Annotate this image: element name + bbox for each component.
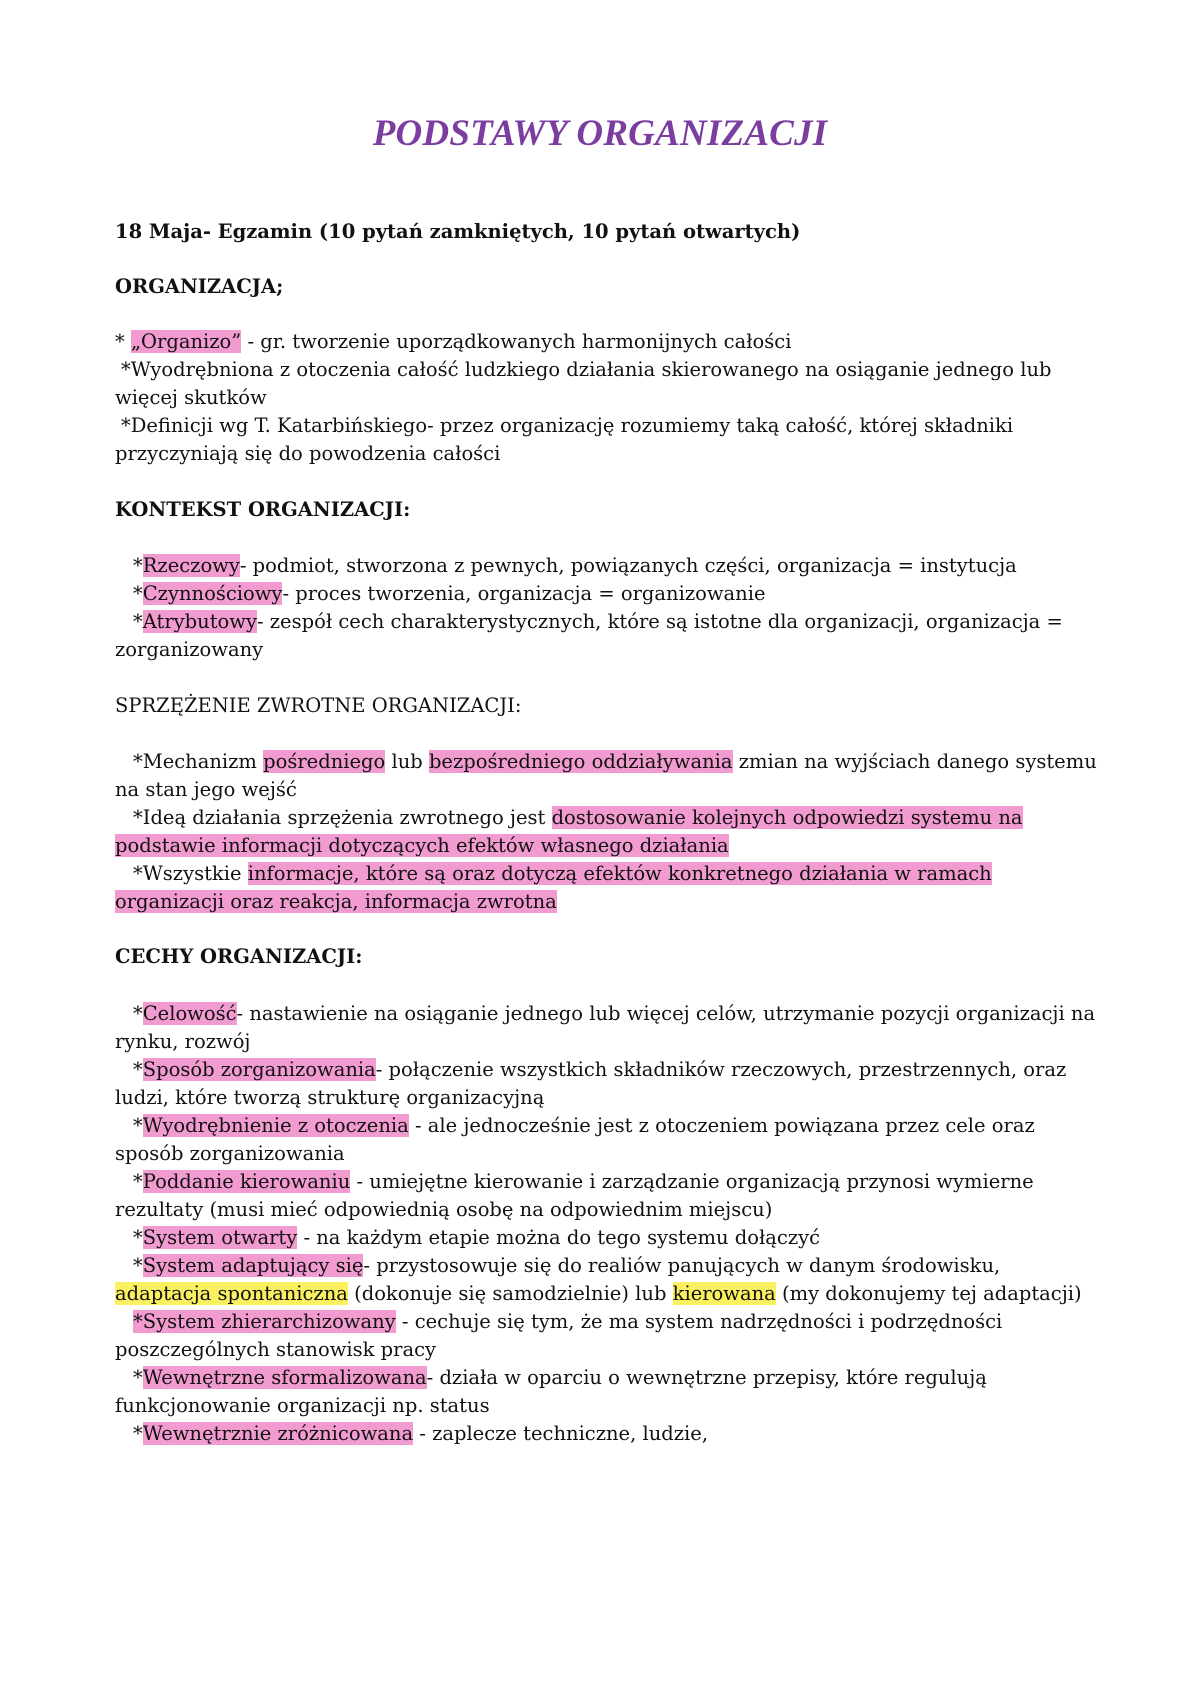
highlight-yellow: kierowana xyxy=(672,1282,776,1305)
text-line: sposób zorganizowania xyxy=(115,1142,345,1165)
list-item: *Wewnętrzne sformalizowana- działa w oparciu o wewnętrzne przepisy, które regulują xyxy=(133,1366,987,1389)
highlight: informacje, które są oraz dotyczą efektów konkretnego działania w ramach xyxy=(247,862,992,885)
list-item: *System adaptujący się- przystosowuje się do realiów panujących w danym środowisku, xyxy=(133,1254,1001,1277)
text-line: rezultaty (musi mieć odpowiednią osobę na odpowiednim miejscu) xyxy=(115,1198,773,1221)
highlight-yellow: adaptacja spontaniczna xyxy=(115,1282,348,1305)
list-item: *Poddanie kierowaniu - umiejętne kierowanie i zarządzanie organizacją przynosi wymierne xyxy=(133,1170,1034,1193)
text-line: adaptacja spontaniczna (dokonuje się samodzielnie) lub kierowana (my dokonujemy tej adaptacji) xyxy=(115,1282,1082,1305)
text-line: *Definicji wg T. Katarbińskiego- przez organizację rozumiemy taką całość, której składniki xyxy=(121,414,1014,437)
section-kontekst xyxy=(115,496,1105,524)
section-heading: SPRZĘŻENIE ZWROTNE ORGANIZACJI: xyxy=(115,694,522,717)
section-heading: CECHY ORGANIZACJI: xyxy=(115,945,363,968)
exam-info: 18 Maja- Egzamin (10 pytań zamkniętych, 10 pytań otwartych) xyxy=(115,220,801,243)
text-line: rynku, rozwój xyxy=(115,1030,251,1053)
highlight: System adaptujący się xyxy=(142,1254,364,1277)
list-item: *Atrybutowy- zespół cech charakterystycznych, które są istotne dla organizacji, organizacja = xyxy=(133,610,1063,633)
section-organizacja xyxy=(115,273,1105,301)
section-heading: ORGANIZACJA; xyxy=(115,275,284,298)
highlight: „Organizo” xyxy=(130,330,242,353)
highlight: Rzeczowy xyxy=(142,554,240,577)
list-item: *Sposób zorganizowania- połączenie wszystkich składników rzeczowych, przestrzennych, oraz xyxy=(133,1058,1067,1081)
highlight: pośredniego xyxy=(263,750,386,773)
section-cechy xyxy=(115,943,1105,971)
text-line: *Wyodrębniona z otoczenia całość ludzkiego działania skierowanego na osiąganie jednego lub xyxy=(121,358,1052,381)
highlight: organizacji oraz reakcja, informacja zwrotna xyxy=(115,890,557,913)
list-item: *Wewnętrznie zróżnicowana - zaplecze techniczne, ludzie, xyxy=(133,1422,709,1445)
highlight: podstawie informacji dotyczących efektów własnego działania xyxy=(115,834,729,857)
highlight: Wewnętrzne sformalizowana xyxy=(142,1366,427,1389)
list-item: *Mechanizm pośredniego lub bezpośredniego oddziaływania zmian na wyjściach danego systemu xyxy=(133,750,1097,773)
text-line xyxy=(115,832,1105,860)
text-line: * „Organizo” - gr. tworzenie uporządkowanych harmonijnych całości xyxy=(115,330,792,353)
section-sprzezenie xyxy=(115,692,1105,720)
highlight: Wyodrębnienie z otoczenia xyxy=(142,1114,409,1137)
text-line: ludzi, które tworzą strukturę organizacyjną xyxy=(115,1086,545,1109)
highlight: Poddanie kierowaniu xyxy=(142,1170,351,1193)
list-item: *Ideą działania sprzężenia zwrotnego jest dostosowanie kolejnych odpowiedzi systemu na xyxy=(133,806,1023,829)
list-item: *Rzeczowy- podmiot, stworzona z pewnych, powiązanych części, organizacja = instytucja xyxy=(133,554,1017,577)
highlight: System otwarty xyxy=(142,1226,298,1249)
section-heading: KONTEKST ORGANIZACJI: xyxy=(115,498,411,521)
highlight: Sposób zorganizowania xyxy=(142,1058,376,1081)
text-line: funkcjonowanie organizacji np. status xyxy=(115,1394,490,1417)
highlight: dostosowanie kolejnych odpowiedzi systemu na xyxy=(551,806,1023,829)
highlight: Czynnościowy xyxy=(142,582,283,605)
text-line: przyczyniają się do powodzenia całości xyxy=(115,442,501,465)
highlight: bezpośredniego oddziaływania xyxy=(428,750,733,773)
section-kontekst-body xyxy=(115,552,1105,664)
highlight: Celowość xyxy=(142,1002,237,1025)
list-item: *Celowość- nastawienie na osiąganie jednego lub więcej celów, utrzymanie pozycji organizacji na xyxy=(133,1002,1096,1025)
text-line: zorganizowany xyxy=(115,638,264,661)
section-cechy-body xyxy=(115,1000,1105,1448)
text-line xyxy=(115,888,1105,916)
highlight: Wewnętrznie zróżnicowana xyxy=(142,1422,414,1445)
page-title: PODSTAWY ORGANIZACJI xyxy=(372,113,828,154)
exam-line xyxy=(115,218,1105,246)
text-line: na stan jego wejść xyxy=(115,778,297,801)
list-item: *System zhierarchizowany - cechuje się tym, że ma system nadrzędności i podrzędności xyxy=(133,1310,1003,1333)
list-item: *Czynnościowy- proces tworzenia, organizacja = organizowanie xyxy=(133,582,766,605)
section-sprzezenie-body xyxy=(115,748,1105,916)
text-line: więcej skutków xyxy=(115,386,267,409)
section-organizacja-body xyxy=(115,328,1105,468)
highlight: *System zhierarchizowany xyxy=(133,1310,396,1333)
highlight: Atrybutowy xyxy=(142,610,257,633)
list-item: *Wszystkie informacje, które są oraz dotyczą efektów konkretnego działania w ramach xyxy=(133,862,992,885)
list-item: *System otwarty - na każdym etapie można do tego systemu dołączyć xyxy=(133,1226,821,1249)
list-item: *Wyodrębnienie z otoczenia - ale jednocześnie jest z otoczeniem powiązana przez cele oraz xyxy=(133,1114,1035,1137)
text-line: poszczególnych stanowisk pracy xyxy=(115,1338,437,1361)
